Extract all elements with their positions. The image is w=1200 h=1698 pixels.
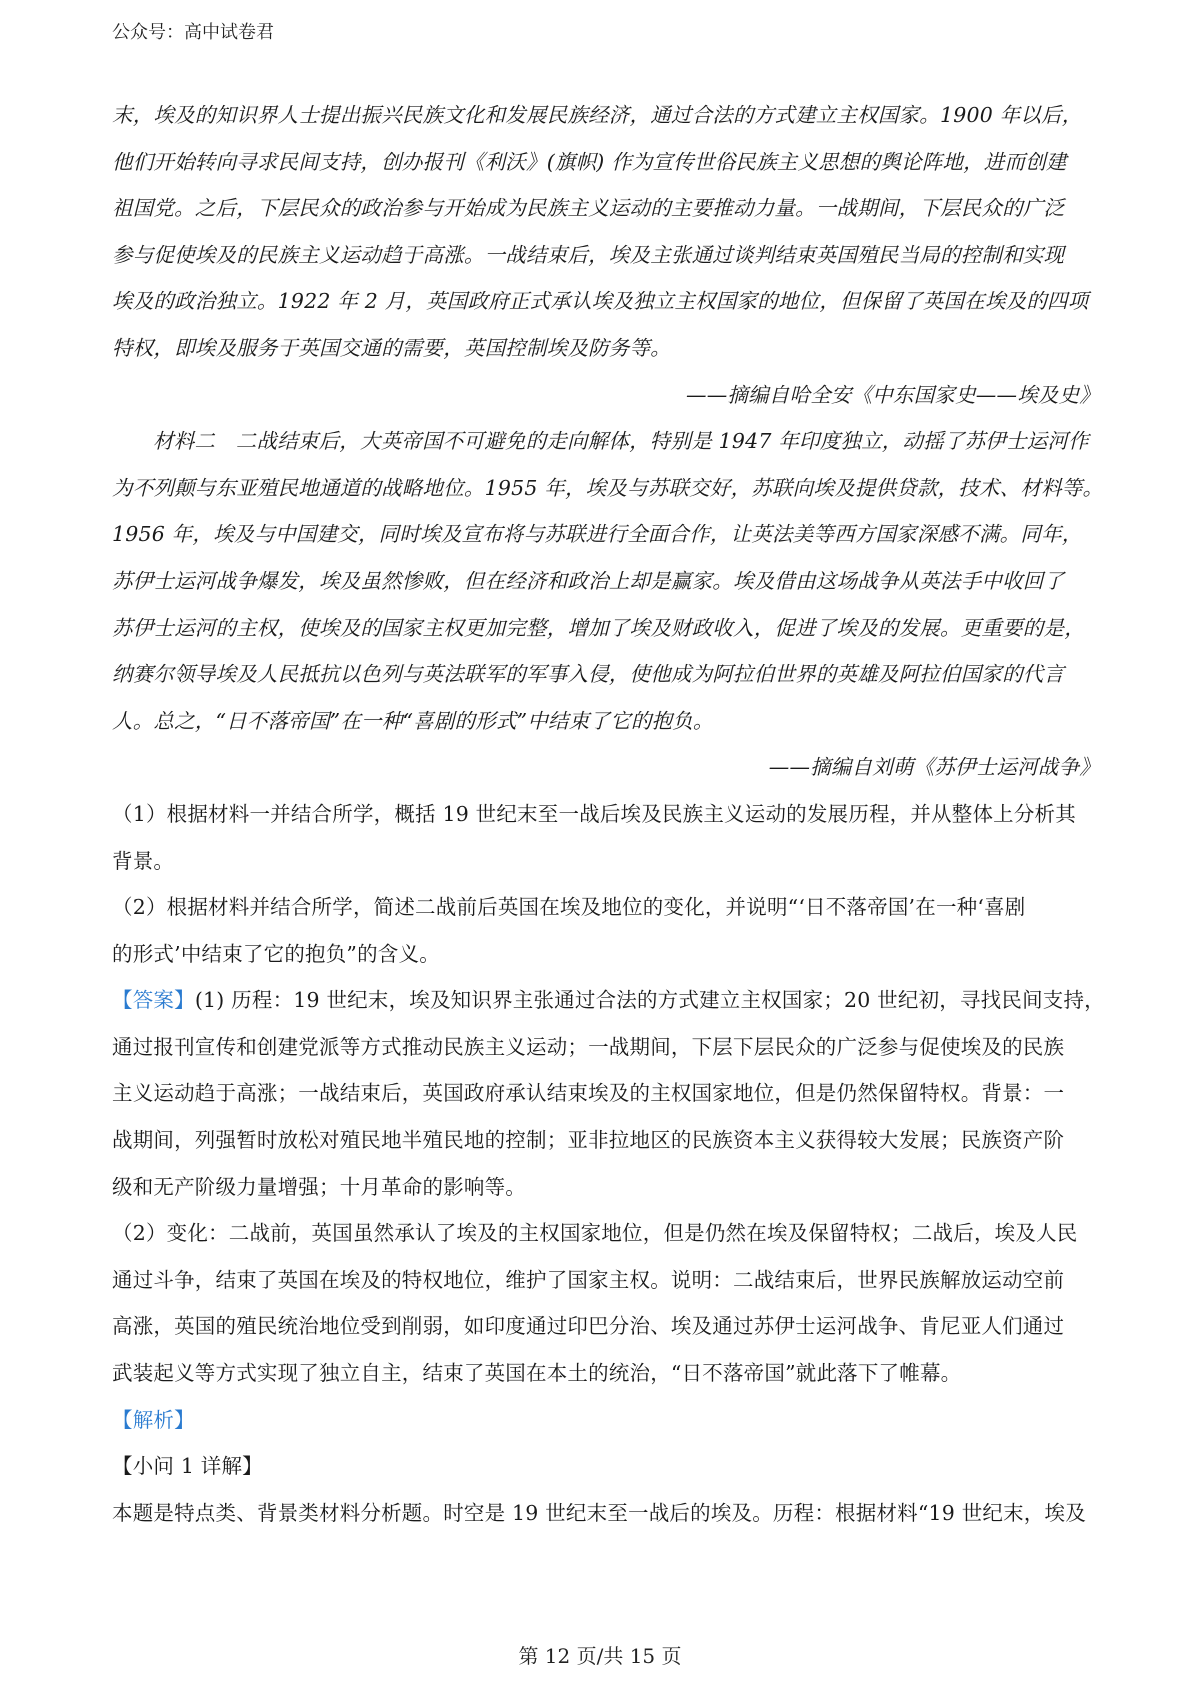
answer-1-line: 主义运动趋于高涨；一战结束后，英国政府承认结束埃及的主权国家地位，但是仍然保留特权。背景：一 <box>112 1081 1065 1106</box>
material-two-line: 苏伊士运河战争爆发，埃及虽然惨败，但在经济和政治上却是赢家。埃及借由这场战争从英法手中收回了 <box>112 568 1065 593</box>
answer-tag: 【答案】 <box>112 988 195 1013</box>
material-two-line: 苏伊士运河的主权，使埃及的国家主权更加完整，增加了埃及财政收入，促进了埃及的发展。更重要的是， <box>112 615 1085 640</box>
material-one-line: 参与促使埃及的民族主义运动趋于高涨。一战结束后，埃及主张通过谈判结束英国殖民当局的控制和实现 <box>112 242 1065 267</box>
header-note: 公众号：高中试卷君 <box>112 22 274 43</box>
material-one-line: 特权，即埃及服务于英国交通的需要，英国控制埃及防务等。 <box>112 335 671 360</box>
material-one-line: 埃及的政治独立。1922 年 2 月，英国政府正式承认埃及独立主权国家的地位，但保留了英国在埃及的四项 <box>112 289 1089 314</box>
page-footer: 第 12 页/共 15 页 <box>518 1644 682 1668</box>
material-two-line: 材料二 二战结束后，大英帝国不可避免的走向解体，特别是 1947 年印度独立，动摇了苏伊士运河作 <box>153 429 1089 454</box>
question-2-line: （2）根据材料并结合所学，简述二战前后英国在埃及地位的变化，并说明“‘日不落帝国’在一种‘喜剧 <box>112 895 1026 920</box>
material-two <box>112 418 1104 791</box>
analysis-tag: 【解析】 <box>112 1407 195 1432</box>
material-one-line: 末，埃及的知识界人士提出振兴民族文化和发展民族经济，通过合法的方式建立主权国家。1900 年以后， <box>112 103 1083 127</box>
material-one <box>112 92 1100 418</box>
answer-1-line: 级和无产阶级力量增强；十月革命的影响等。 <box>112 1174 526 1199</box>
answer-2-line: 武装起义等方式实现了独立自主，结束了英国在本土的统治，“日不落帝国”就此落下了帷幕。 <box>112 1361 962 1386</box>
answer-1-line: 通过报刊宣传和创建党派等方式推动民族主义运动；一战期间，下层下层民众的广泛参与促使埃及的民族 <box>112 1034 1065 1059</box>
answer-first-line <box>112 977 1105 1024</box>
material-two-source: ——摘编自刘萌《苏伊士运河战争》 <box>768 755 1100 780</box>
material-one-line: 他们开始转向寻求民间支持，创办报刊《利沃》(旗帜) 作为宣传世俗民族主义思想的舆论阵地，进而创建 <box>112 149 1067 174</box>
question-2-line: 的形式’中结束了它的抱负”的含义。 <box>112 941 440 966</box>
analysis-text: 本题是特点类、背景类材料分析题。时空是 19 世纪末至一战后的埃及。历程：根据材料“19 世纪末，埃及 <box>112 1500 1086 1525</box>
questions <box>112 791 1100 977</box>
answer-2-line: 高涨，英国的殖民统治地位受到削弱，如印度通过印巴分治、埃及通过苏伊士运河战争、肯尼亚人们通过 <box>112 1314 1065 1339</box>
material-two-line: 为不列颠与东亚殖民地通道的战略地位。1955 年，埃及与苏联交好，苏联向埃及提供贷款，技术、材料等。 <box>112 475 1104 500</box>
question-1-line: （1）根据材料一并结合所学，概括 19 世纪末至一战后埃及民族主义运动的发展历程，并从整体上分析其 <box>112 801 1076 826</box>
answer-1-line: 战期间，列强暂时放松对殖民地半殖民地的控制；亚非拉地区的民族资本主义获得较大发展；民族资产阶 <box>112 1128 1065 1153</box>
analysis-block <box>112 1397 1100 1537</box>
material-two-line: 1956 年，埃及与中国建交，同时埃及宣布将与苏联进行全面合作，让英法美等西方国家深感不满。同年， <box>112 522 1083 547</box>
answer-2-line: 通过斗争，结束了英国在埃及的特权地位，维护了国家主权。说明：二战结束后，世界民族解放运动空前 <box>112 1267 1065 1292</box>
answer-2-line: （2）变化：二战前，英国虽然承认了埃及的主权国家地位，但是仍然在埃及保留特权；二战后，埃及人民 <box>112 1221 1078 1246</box>
document-body <box>112 92 1105 1536</box>
material-two-line: 纳赛尔领导埃及人民抵抗以色列与英法联军的军事入侵，使他成为阿拉伯世界的英雄及阿拉伯国家的代言 <box>112 662 1065 687</box>
material-one-line: 祖国党。之后，下层民众的政治参与开始成为民族主义运动的主要推动力量。一战期间，下层民众的广泛 <box>112 196 1065 221</box>
answer-block <box>112 977 1105 1396</box>
analysis-subheading: 【小问 1 详解】 <box>112 1454 263 1479</box>
material-one-source: ——摘编自哈全安《中东国家史——埃及史》 <box>686 382 1100 407</box>
question-1-line: 背景。 <box>112 848 175 873</box>
answer-1-first: (1) 历程：19 世纪末，埃及知识界主张通过合法的方式建立主权国家；20 世纪初，寻找民间支持， <box>194 988 1105 1013</box>
material-two-line: 人。总之，“日不落帝国”在一种“喜剧的形式”中结束了它的抱负。 <box>112 708 714 733</box>
